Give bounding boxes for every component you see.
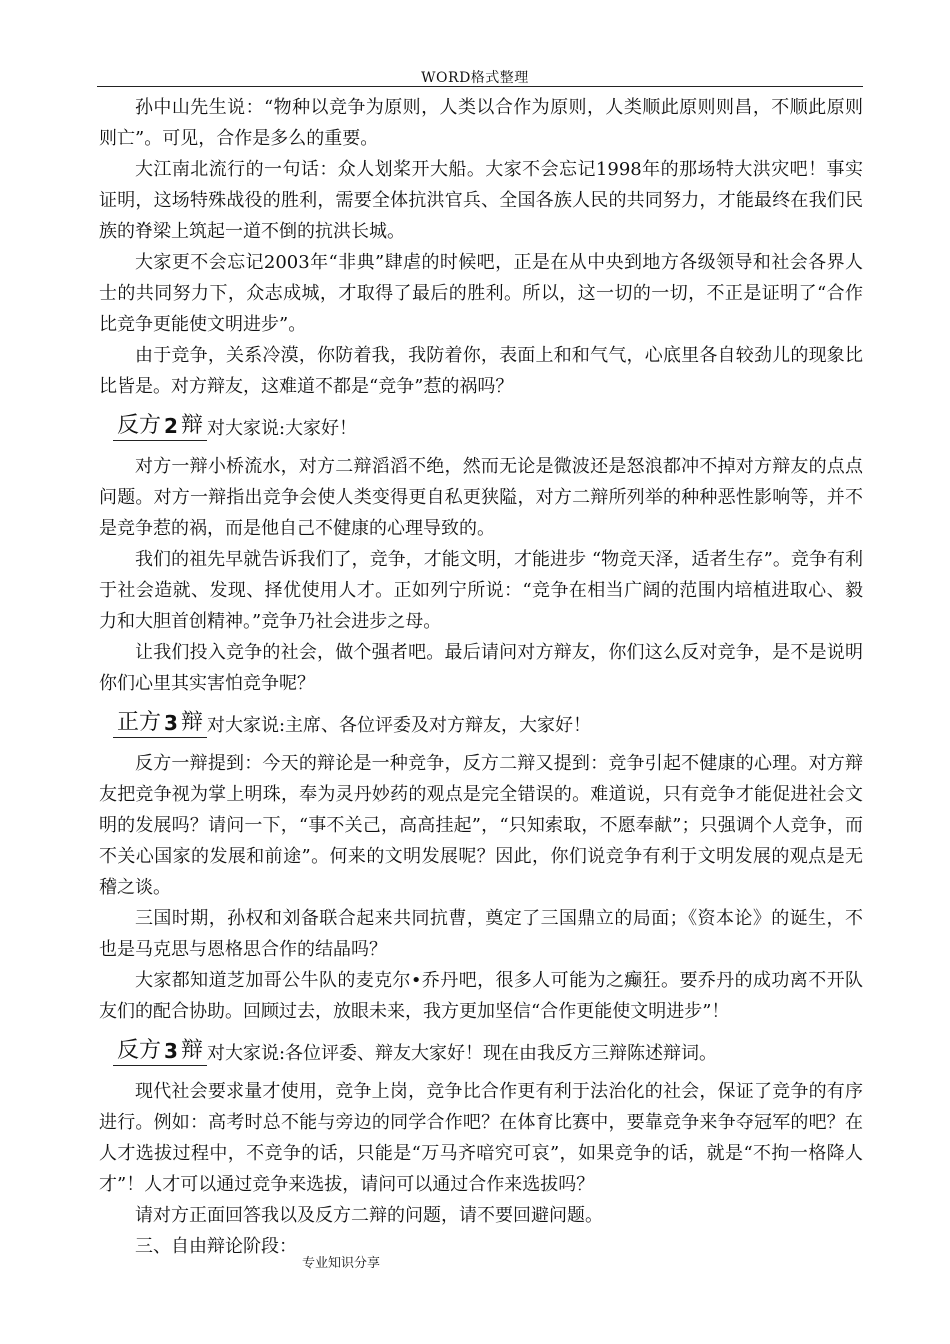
speaker-greeting: 对大家说:各位评委、辩友大家好！现在由我反方三辩陈述辩词。 [206, 1043, 718, 1064]
paragraph: 现代社会要求量才使用，竞争上岗，竞争比合作更有利于法治化的社会，保证了竞争的有序进行。例如：高考时总不能与旁边的同学合作吧？在体育比赛中，要靠竞争来争夺冠军的吧？在人才选拔过程中，不竞争的话，只能是“万马齐喑究可哀”，如果竞争的话，就是“不拘一格降人才”！人才可以通过竞争来选拔，请问可以通过合作来选拔吗？ [99, 1081, 863, 1195]
paragraph: 我们的祖先早就告诉我们了，竞争，才能文明，才能进步 “物竞天泽，适者生存”。竞争有利于社会造就、发现、择优使用人才。正如列宁所说：“竞争在相当广阔的范围内培植进取心、毅力和大胆首创精神。”竞争乃社会进步之母。 [99, 549, 863, 632]
speaker-bian: 辩 [180, 710, 203, 735]
speaker-greeting: 对大家说:大家好！ [206, 418, 358, 439]
paragraph: 反方一辩提到：今天的辩论是一种竞争，反方二辩又提到：竞争引起不健康的心理。对方辩友把竞争视为掌上明珠，奉为灵丹妙药的观点是完全错误的。难道说，只有竞争才能促进社会文明的发展吗？请问一下，“事不关己，高高挂起”，“只知索取，不愿奉献”；只强调个人竞争，而不关心国家的发展和前途”。何来的文明发展呢？因此，你们说竞争有利于文明发展的观点是无稽之谈。 [99, 753, 863, 898]
speaker-number: 3 [164, 1039, 178, 1063]
paragraph: 大江南北流行的一句话：众人划桨开大船。大家不会忘记1998年的那场特大洪灾吧！事实证明，这场特殊战役的胜利，需要全体抗洪官兵、全国各族人民的共同努力，才能最终在我们民族的脊梁上筑起一道不倒的抗洪长城。 [99, 159, 863, 242]
paragraph: 由于竞争，关系冷漠，你防着我，我防着你，表面上和和气气，心底里各自较劲儿的现象比比皆是。对方辩友，这难道不都是“竞争”惹的祸吗？ [99, 345, 863, 397]
speaker-bian: 辩 [180, 1038, 203, 1063]
speaker-bian: 辩 [180, 413, 203, 438]
speaker-greeting: 对大家说:主席、各位评委及对方辩友，大家好！ [206, 715, 592, 736]
speaker-side: 正方 [117, 710, 162, 735]
paragraph: 孙中山先生说：“物种以竞争为原则，人类以合作为原则，人类顺此原则则昌，不顺此原则则亡”。可见，合作是多么的重要。 [99, 97, 863, 149]
page-footer: 专业知识分享 [302, 1256, 381, 1271]
paragraph: 请对方正面回答我以及反方二辩的问题，请不要回避问题。 [135, 1205, 603, 1226]
speaker-heading-pro-3 [113, 711, 863, 738]
paragraph: 大家都知道芝加哥公牛队的麦克尔•乔丹吧，很多人可能为之癫狂。要乔丹的成功离不开队友们的配合协助。回顾过去，放眼未来，我方更加坚信“合作更能使文明进步”！ [99, 970, 863, 1022]
document-body [99, 92, 863, 1262]
header-rule [97, 86, 863, 87]
speaker-side: 反方 [117, 1038, 162, 1063]
speaker-label [113, 414, 207, 441]
paragraph: 大家更不会忘记2003年“非典”肆虐的时候吧，正是在从中央到地方各级领导和社会各界人士的共同努力下，众志成城，才取得了最后的胜利。所以，这一切的一切，不正是证明了“合作比竞争更能使文明进步”。 [99, 252, 863, 335]
speaker-label [113, 711, 207, 738]
speaker-heading-con-3 [113, 1039, 863, 1066]
paragraph: 对方一辩小桥流水，对方二辩滔滔不绝，然而无论是微波还是怒浪都冲不掉对方辩友的点点问题。对方一辩指出竞争会使人类变得更自私更狭隘，对方二辩所列举的种种恶性影响等，并不是竞争惹的祸，而是他自己不健康的心理导致的。 [99, 456, 863, 539]
speaker-number: 3 [164, 711, 178, 735]
speaker-side: 反方 [117, 413, 162, 438]
speaker-number: 2 [164, 414, 178, 438]
paragraph: 让我们投入竞争的社会，做个强者吧。最后请问对方辩友，你们这么反对竞争，是不是说明你们心里其实害怕竞争呢？ [99, 642, 863, 694]
paragraph: 三国时期，孙权和刘备联合起来共同抗曹，奠定了三国鼎立的局面；《资本论》的诞生，不也是马克思与恩格思合作的结晶吗？ [99, 908, 863, 960]
page-header: WORD格式整理 [421, 70, 529, 86]
speaker-heading-con-2 [113, 414, 863, 441]
speaker-label [113, 1039, 207, 1066]
section-heading: 三、自由辩论阶段： [135, 1236, 297, 1257]
